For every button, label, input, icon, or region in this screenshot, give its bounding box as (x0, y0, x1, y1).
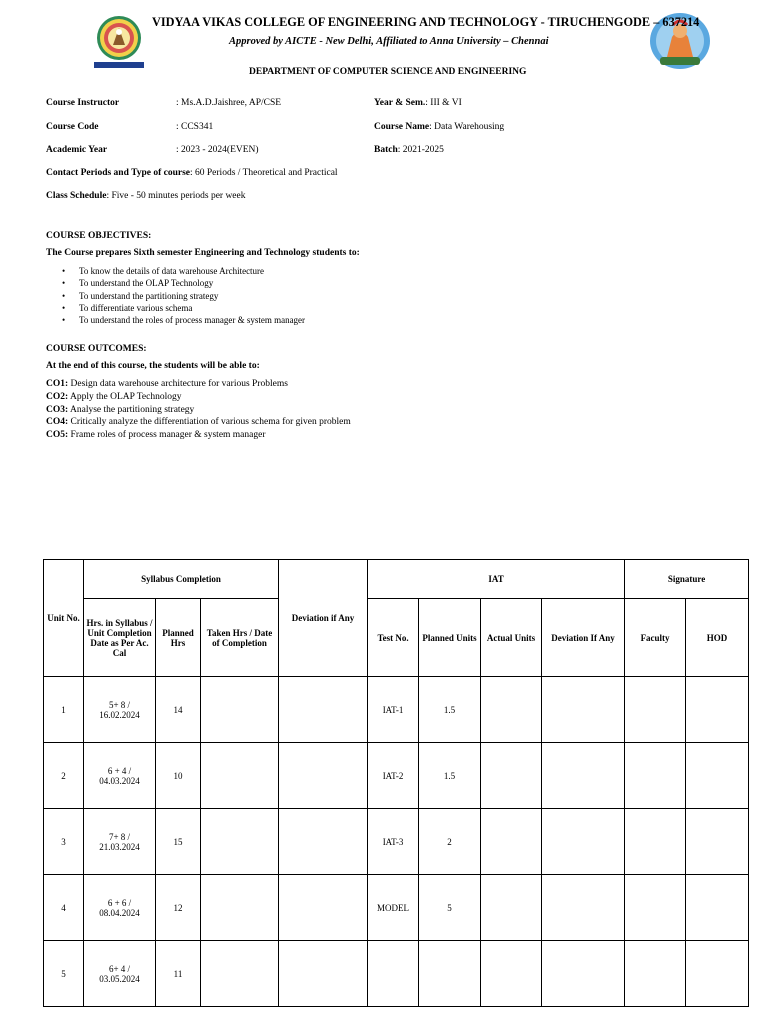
instructor-value: : Ms.A.D.Jaishree, AP/CSE (176, 98, 282, 108)
header-planned-hrs: Planned Hrs (156, 599, 201, 677)
header-iat: IAT (368, 560, 625, 599)
cell-taken (201, 809, 279, 875)
instructor-label: Course Instructor (46, 98, 120, 108)
cell-unit: 3 (44, 809, 84, 875)
outcomes-intro: At the end of this course, the students will be able to: (46, 361, 260, 371)
cell-hod (686, 809, 749, 875)
cell-faculty (625, 809, 686, 875)
outcomes-heading: COURSE OUTCOMES: (46, 344, 147, 354)
cell-hrs-date: 6+ 4 / 03.05.2024 (84, 941, 156, 1007)
cell-taken (201, 677, 279, 743)
cell-hrs-date: 6 + 6 / 08.04.2024 (84, 875, 156, 941)
year-sem: Year & Sem.: III & VI (374, 98, 462, 108)
cell-actual-units (481, 875, 542, 941)
cell-test: MODEL (368, 875, 419, 941)
header-taken-hrs: Taken Hrs / Date of Completion (201, 599, 279, 677)
cell-hrs-date: 6 + 4 / 04.03.2024 (84, 743, 156, 809)
header-planned-units: Planned Units (419, 599, 481, 677)
cell-planned-units: 2 (419, 809, 481, 875)
cell-deviation (279, 941, 368, 1007)
cell-deviation (279, 677, 368, 743)
header-unit-no: Unit No. (44, 560, 84, 677)
cell-hrs-date: 7+ 8 / 21.03.2024 (84, 809, 156, 875)
cell-unit: 1 (44, 677, 84, 743)
cell-test: IAT-1 (368, 677, 419, 743)
objectives-list (62, 265, 305, 326)
cell-test (368, 941, 419, 1007)
batch: Batch: 2021-2025 (374, 145, 444, 155)
cell-planned-units: 1.5 (419, 677, 481, 743)
objective-item: • To understand the OLAP Technology (62, 277, 305, 289)
cell-actual-units (481, 941, 542, 1007)
cell-deviation-iat (542, 875, 625, 941)
cell-planned-hrs: 14 (156, 677, 201, 743)
outcome-item: CO1: Design data warehouse architecture for various Problems (46, 379, 288, 389)
contact-periods: Contact Periods and Type of course: 60 Periods / Theoretical and Practical (46, 168, 338, 178)
header-hod: HOD (686, 599, 749, 677)
cell-hod (686, 743, 749, 809)
class-schedule: Class Schedule: Five - 50 minutes periods per week (46, 191, 246, 201)
cell-hod (686, 677, 749, 743)
approval-line: Approved by AICTE - New Delhi, Affiliated to Anna University – Chennai (229, 36, 549, 47)
cell-actual-units (481, 743, 542, 809)
cell-hod (686, 875, 749, 941)
cell-planned-hrs: 12 (156, 875, 201, 941)
cell-taken (201, 875, 279, 941)
objective-item: • To understand the partitioning strategy (62, 290, 305, 302)
cell-planned-hrs: 10 (156, 743, 201, 809)
cell-hrs-date: 5+ 8 / 16.02.2024 (84, 677, 156, 743)
course-code-label: Course Code (46, 122, 99, 132)
cell-faculty (625, 677, 686, 743)
header-signature: Signature (625, 560, 749, 599)
objectives-intro: The Course prepares Sixth semester Engineering and Technology students to: (46, 248, 360, 258)
cell-deviation-iat (542, 941, 625, 1007)
table-row (44, 941, 749, 1007)
outcome-item: CO5: Frame roles of process manager & system manager (46, 430, 266, 441)
cell-deviation (279, 809, 368, 875)
cell-actual-units (481, 677, 542, 743)
cell-deviation-iat (542, 809, 625, 875)
cell-hod (686, 941, 749, 1007)
course-name: Course Name: Data Warehousing (374, 122, 505, 132)
cell-taken (201, 941, 279, 1007)
cell-unit: 5 (44, 941, 84, 1007)
college-logo (88, 12, 150, 72)
cell-planned-hrs: 15 (156, 809, 201, 875)
outcome-item: CO2: Apply the OLAP Technology (46, 391, 182, 402)
cell-unit: 4 (44, 875, 84, 941)
objective-item: • To know the details of data warehouse Architecture (62, 265, 305, 277)
cell-planned-hrs: 11 (156, 941, 201, 1007)
header-faculty: Faculty (625, 599, 686, 677)
outcome-item: CO3: Analyse the partitioning strategy (46, 404, 195, 415)
cell-unit: 2 (44, 743, 84, 809)
cell-test: IAT-2 (368, 743, 419, 809)
objectives-heading: COURSE OBJECTIVES: (46, 231, 152, 241)
cell-faculty (625, 875, 686, 941)
cell-deviation-iat (542, 677, 625, 743)
outcomes-list (46, 378, 351, 442)
department-title: DEPARTMENT OF COMPUTER SCIENCE AND ENGINEERING (249, 67, 527, 77)
cell-faculty (625, 941, 686, 1007)
cell-test: IAT-3 (368, 809, 419, 875)
table-row (44, 809, 749, 875)
table-row (44, 677, 749, 743)
cell-actual-units (481, 809, 542, 875)
cell-taken (201, 743, 279, 809)
course-plan-table (43, 559, 749, 1007)
header-syllabus-completion: Syllabus Completion (84, 560, 279, 599)
header-actual-units: Actual Units (481, 599, 542, 677)
objective-item: • To differentiate various schema (62, 302, 305, 314)
cell-deviation (279, 875, 368, 941)
header-hrs-in-syllabus: Hrs. in Syllabus / Unit Completion Date as Per Ac. Cal (84, 599, 156, 677)
academic-year-label: Academic Year (46, 145, 108, 155)
cell-deviation (279, 743, 368, 809)
header-deviation: Deviation if Any (279, 560, 368, 677)
cell-planned-units (419, 941, 481, 1007)
header-test-no: Test No. (368, 599, 419, 677)
college-name: VIDYAA VIKAS COLLEGE OF ENGINEERING AND TECHNOLOGY - TIRUCHENGODE – 637214 (152, 15, 700, 29)
cell-planned-units: 1.5 (419, 743, 481, 809)
header-deviation-iat: Deviation If Any (542, 599, 625, 677)
table-row (44, 743, 749, 809)
cell-faculty (625, 743, 686, 809)
cell-planned-units: 5 (419, 875, 481, 941)
table-row (44, 875, 749, 941)
outcome-item: CO4: Critically analyze the differentiation of various schema for given problem (46, 417, 351, 428)
academic-year-value: : 2023 - 2024(EVEN) (176, 145, 259, 155)
cell-deviation-iat (542, 743, 625, 809)
objective-item: • To understand the roles of process manager & system manager (62, 314, 305, 326)
course-code-value: : CCS341 (176, 122, 214, 132)
